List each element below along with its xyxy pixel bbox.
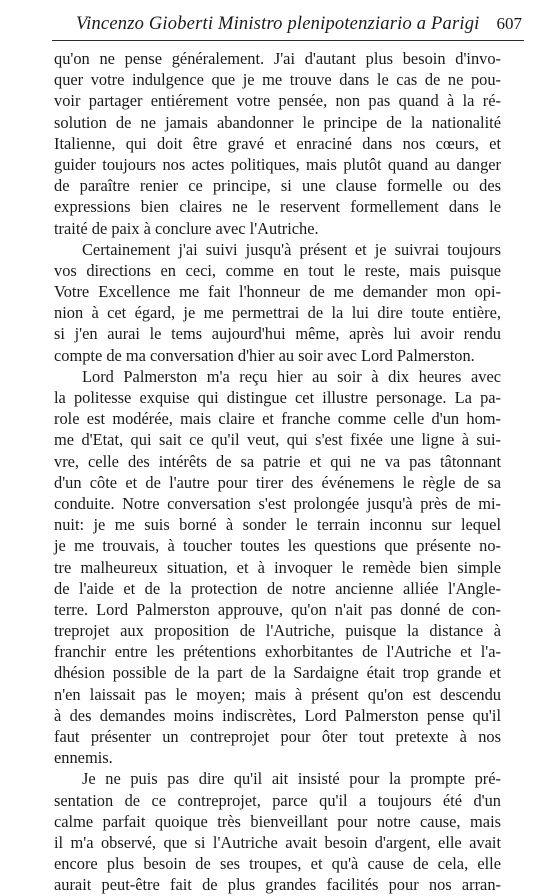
text-line: role est modérée, mais claire et franche comme celle d'un hom- [54, 409, 501, 429]
paragraph-first-line: Certainement j'ai suivi jusqu'à présent et je suivrai toujours [82, 239, 501, 259]
text-line: nuit: je me suis borné à sonder le terrain inconnu sur lequel [54, 515, 501, 535]
header-rule [52, 40, 524, 41]
paragraph-first-line: Je ne puis pas dire qu'il ait insisté pour la prompte pré- [82, 769, 501, 789]
running-title: Vincenzo Gioberti Ministro plenipotenziario a Parigi [76, 14, 480, 34]
text-line: vre, celle des intérêts de sa patrie et qui ne va pas tâtonnant [54, 451, 501, 471]
text-line: faut présenter un contreprojet pour ôter tout pretexte à nos [54, 727, 501, 746]
running-head [52, 8, 524, 36]
text-line: de l'aide et de la protection de notre ancienne alliée l'Angle- [54, 578, 501, 598]
text-line: traité de paix à conclure avec l'Autriche. [54, 218, 319, 238]
paragraph-first-line: Lord Palmerston m'a reçu hier au soir à dix heures avec [82, 366, 501, 386]
text-line: quer votre indulgence que je me trouve dans le cas de ne pou- [54, 70, 501, 90]
text-line: me d'Etat, qui sait ce qu'il veut, qui s'est fixée une ligne à sui- [54, 430, 501, 450]
text-line: aurait peut-être fait de plus grandes facilités pour nos arran- [54, 875, 501, 895]
text-line: d'un côte et de l'autre pour tirer des événemens le règle de sa [54, 472, 501, 492]
text-line: à des demandes moins indiscrètes, Lord Palmerston pense qu'il [54, 705, 501, 725]
text-line: dhésion possible de la part de la Sardaigne était trop grande et [54, 663, 501, 683]
text-line: si j'en aurai le tems aujourd'hui même, après lui avoir rendu [54, 324, 501, 344]
text-line: de paraître renier ce principe, si une clause formelle ou des [54, 176, 501, 196]
text-line: solution de ne jamais abandonner le principe de la nationalité [54, 112, 501, 132]
text-line: nion à cet égard, je me permettrai de la lui dire toute entière, [54, 303, 501, 323]
text-line: encore plus besoin de ses troupes, et qu'à cause de cela, elle [54, 854, 501, 874]
text-line: ennemis. [54, 748, 113, 768]
text-line: sentation de ce contreprojet, parce qu'il a toujours été d'un [54, 790, 501, 810]
body-text [54, 48, 501, 896]
text-line: terre. Lord Palmerston approuve, qu'on n'ait pas donné de con- [54, 599, 501, 619]
text-line: guider toujours nos actes politiques, mais plutôt quand au danger [54, 154, 501, 174]
text-line: franchir entre les prétentions exhorbitantes de l'Autriche et l'a- [54, 642, 501, 662]
text-line: voir partager entiérement votre pensée, non pas quand à la ré- [54, 91, 501, 111]
text-line: qu'on ne pense généralement. J'ai d'autant plus besoin d'invo- [54, 49, 501, 68]
text-line: Italienne, qui doit être gravé et enraciné dans nos cœurs, et [54, 133, 501, 153]
text-line: compte de ma conversation d'hier au soir avec Lord Palmerston. [54, 345, 475, 365]
text-line: n'en laissait pas le moyen; mais à présent qu'on est descendu [54, 684, 501, 704]
text-line: vos directions en ceci, comme en tout le reste, mais puisque [54, 260, 501, 280]
text-line: expressions bien claires ne le reservent formellement dans le [54, 197, 501, 217]
page-number: 607 [496, 14, 522, 33]
text-line: conduite. Notre conversation s'est prolongée jusqu'à près de mi- [54, 493, 501, 513]
text-line: il m'a observé, que si l'Autriche avait besoin d'argent, elle avait [54, 832, 501, 852]
text-line: treprojet aux proposition de l'Autriche, puisque la distance à [54, 621, 501, 641]
text-line: je me trouvais, à toucher toutes les questions que présente no- [54, 536, 501, 556]
text-line: la politesse exquise qui distingue cet illustre personage. La pa- [54, 388, 501, 407]
text-line: tre malheureux situation, et à invoquer le remède bien simple [54, 557, 501, 577]
text-line: Votre Excellence me fait l'honneur de me demander mon opi- [54, 282, 501, 302]
text-line: calme parfait quoique très bienveillant pour notre cause, mais [54, 811, 501, 831]
